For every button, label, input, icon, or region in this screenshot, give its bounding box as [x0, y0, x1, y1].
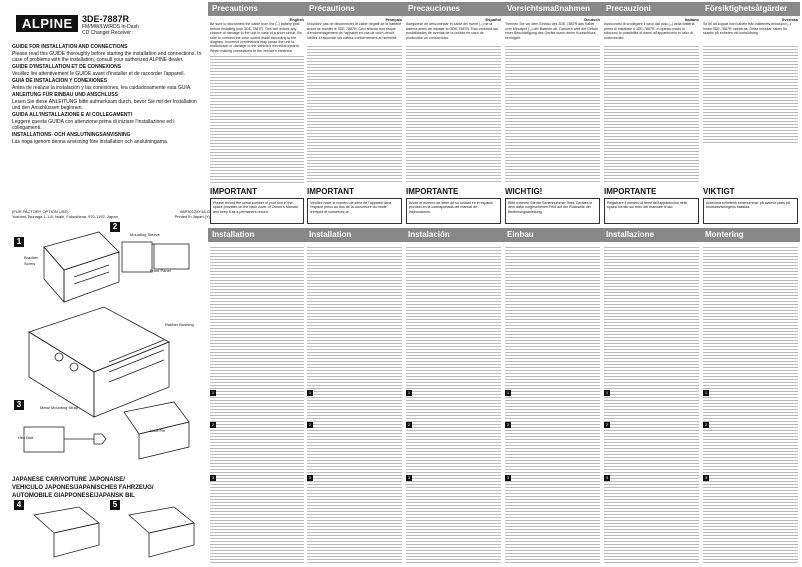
label-rubber-bushing: Rubber Bushing — [165, 322, 194, 327]
precautions-it-column: Italiano Assicurarsi di scollegare il cavo dal polo (–) della batteria prima di installare il 3DE-7887R. In questo modo si riducono le possibilità di danni all'apparecchio in caso di cortocircuito. — [604, 17, 699, 40]
hex-bolt-drawing — [24, 427, 106, 452]
label-bracket: Bracket — [24, 255, 38, 260]
manufacturer-address: (FUR FACTORY OPTION USE) Yoshimi-Tsunaga 1-1-8, Iwaki, Fukushima, 970-1192, Japan — [12, 209, 118, 219]
precautions-en-column: English Be sure to disconnect the cable from the (–) battery post before installing your 3DE-7887R. This will reduce any chance of damage to the unit in case of a short-circuit. Be sure to connect the color coded leads according to the diagram. Incorrect connections may cause the unit to malfunction or damage to the vehicle's electrical system. When making connections to the vehicle's electrical — [210, 17, 304, 53]
installation-diagram — [14, 222, 204, 472]
japanese-car-diagram — [24, 505, 204, 563]
step-marker-de-1: 1 — [506, 390, 510, 395]
guide-text-es: Antes de realizar la instalación y las conexiones, lea cuidadosamente esta GUIA. — [12, 85, 192, 91]
product-subtitle: FM/MW/LW/RDS In-Dash CD Changer Receiver — [82, 24, 139, 36]
important-sv-box: Anteckna enhetens serienummer på avsedd plats på bruksanvisningens baksida. — [703, 198, 798, 224]
important-es-title: IMPORTANTE — [406, 187, 459, 196]
precautions-en-body — [210, 54, 304, 184]
step-marker-es-3: 3 — [407, 475, 411, 480]
important-es-box: Anote el número de serie de su unidad en el espacio provisto en la contraportada del manual de instrucciones. — [406, 198, 501, 224]
step-marker-es-2: 2 — [407, 422, 411, 427]
label-metal-strap: Metal Mounting Strap — [40, 405, 79, 410]
step-marker-de-2: 2 — [506, 422, 510, 427]
step-marker-fr-3: 3 — [308, 475, 312, 480]
guide-text-it: Leggere questa GUIDA con attenzione prima di iniziare l'installazione ed i collegamenti. — [12, 119, 175, 131]
guide-title-sv: INSTALLATIONS- OCH ANSLUTNINGSANVISNING — [12, 132, 131, 138]
step-marker-sv-2: 2 — [704, 422, 708, 427]
precautions-de-body — [505, 44, 600, 184]
step-marker-it-2: 2 — [605, 422, 609, 427]
precautions-fr-body — [307, 44, 402, 184]
step-marker-en-2: 2 — [211, 422, 215, 427]
guide-text-de: Lesen Sie diese ANLEITUNG bitte aufmerksam durch, bevor Sie mit der Installation und den Anschlüssen beginnen. — [12, 99, 197, 111]
head-unit-drawing — [44, 232, 119, 302]
step-number-1: 1 — [14, 237, 24, 247]
step-marker-sv-1: 1 — [704, 390, 708, 395]
precautions-it-body — [604, 44, 699, 184]
label-front-panel: Front Panel — [150, 268, 171, 273]
step-marker-fr-1: 1 — [308, 390, 312, 395]
step-number-5: 5 — [110, 500, 120, 510]
step-marker-de-3: 3 — [506, 475, 510, 480]
installation-sv-body — [703, 245, 798, 563]
guide-intro — [12, 44, 204, 146]
important-fr-title: IMPORTANT — [307, 187, 354, 196]
section-precautions-fr: Précautions — [305, 2, 404, 16]
section-installation-en: Installation — [208, 228, 305, 242]
important-sv-title: VIKTIGT — [703, 187, 735, 196]
model-number: 3DE-7887R — [82, 14, 130, 24]
step-number-2: 2 — [110, 222, 120, 232]
important-it-box: Registrare il numero di serie dell'apparecchio nello spazio fornito sul retro del manuale d'uso. — [604, 198, 699, 224]
alpine-logo: ALPINE — [16, 15, 78, 32]
step-marker-en-3: 3 — [211, 475, 215, 480]
guide-text-fr: Veuillez lire attentivement le GUIDE avant d'installer et de raccorder l'appareil. — [12, 71, 185, 77]
section-installation-es: Instalación — [404, 228, 503, 242]
japanese-car-title: JAPANESE CAR/VOITURE JAPONAISE/ VEHICULO JAPONES/JAPANISCHES FAHRZEUG/ AUTOMOBILE GIAPPONESE/JAPANSK BIL — [12, 477, 154, 499]
step-marker-fr-2: 2 — [308, 422, 312, 427]
step-marker-it-3: 3 — [605, 475, 609, 480]
step-marker-sv-3: 3 — [704, 475, 708, 480]
section-precautions-it: Precauzioni — [602, 2, 701, 16]
important-it-title: IMPORTANTE — [604, 187, 657, 196]
guide-text-en: Please read this GUIDE thoroughly before starting the installation and connections. In case of problems with the installation, consult your authorized ALPINE dealer. — [12, 51, 202, 63]
step-marker-es-1: 1 — [407, 390, 411, 395]
important-en-title: IMPORTANT — [210, 187, 257, 196]
label-screw: Screw — [24, 261, 36, 266]
section-installation-de: Einbau — [503, 228, 602, 242]
precautions-es-body — [406, 44, 501, 184]
guide-title-it: GUIDA ALL'INSTALLAZIONE E AI COLLEGAMENTI — [12, 112, 132, 118]
guide-title-de: ANLEITUNG FÜR EINBAU UND ANSCHLUSS — [12, 92, 118, 98]
section-precautions-en: Precautions — [208, 2, 305, 16]
guide-title-fr: GUIDE D'INSTALLATION ET DE CONNEXIONS — [12, 64, 122, 70]
section-precautions-sv: Försiktighetsåtgärder — [701, 2, 800, 16]
dashboard-mounting-drawing — [29, 307, 169, 417]
step-marker-it-1: 1 — [605, 390, 609, 395]
precautions-fr-column: Français N'oubliez pas de déconnecter le câble négatif de la batterie avant de monter le 3DE-7887R. Ceci réduira tout risque d'endommagement de l'appareil en cas de court-circuit. Veillez à raccorder les câbles conformément au schéma. — [307, 17, 402, 40]
step-number-3: 3 — [14, 400, 24, 410]
section-installation-it: Installazione — [602, 228, 701, 242]
guide-title-es: GUIA DE INSTALACION Y CONEXIONES — [12, 78, 108, 84]
label-mounting-sleeve: Mounting Sleeve — [130, 232, 160, 237]
guide-title-en: GUIDE FOR INSTALLATION AND CONNECTIONS — [12, 44, 128, 50]
section-precautions-es: Precauciones — [404, 2, 503, 16]
section-precautions-de: Vorsichtsmaßnahmen — [503, 2, 602, 16]
label-hex-bolt: Hex Bolt — [18, 435, 34, 440]
precautions-de-column: Deutsch Trennen Sie vor dem Einbau des 3DE-7887R das Kabel vom Minuspol (–) der Batterie ab. Dadurch wird die Gefahr einer Beschädigung des Geräts durch einen Kurzschluss verringert. — [505, 17, 600, 40]
section-installation-fr: Installation — [305, 228, 404, 242]
installation-it-body — [604, 245, 699, 563]
guide-text-sv: Läs noga igenom denna anvisning före installation och anslutningarna. — [12, 139, 169, 145]
step-number-4: 4 — [14, 500, 24, 510]
installation-de-body — [505, 245, 600, 563]
label-lock-pin: Lock Pin — [150, 428, 166, 433]
print-code: 68P30125Y48-O Printed in Japan (Y) — [174, 209, 210, 219]
installation-en-body — [210, 245, 304, 563]
precautions-es-column: Español Asegúrese de desconectar el cable del borne (–) de la batería antes de instalar su 3DE-7887R. Esto reducirá las posibilidades de averías de la unidad en caso de producirse un cortocircuito. — [406, 17, 501, 40]
important-en-box: Please record the serial number of your unit in the space provided on the back cover of Owner's Manual and keep it as a permanent record. — [210, 198, 304, 224]
important-fr-box: Veuillez noter le numéro de série de l'appareil dans l'espace prévu au dos de la couverture du mode d'emploi et conservez-le. — [307, 198, 402, 224]
important-de-box: Bitte notieren Sie die Seriennummer Ihres Gerätes in dem dafür vorgesehenen Feld auf der Rückseite der Bedienungsanleitung. — [505, 198, 600, 224]
section-installation-sv: Montering — [701, 228, 800, 242]
installation-fr-body — [307, 245, 402, 563]
step-marker-en-1: 1 — [211, 390, 215, 395]
important-de-title: WICHTIG! — [505, 187, 543, 196]
precautions-sv-body — [703, 44, 798, 144]
installation-es-body — [406, 245, 501, 563]
precautions-sv-column: Svenska Se till att koppla bort kabeln från batteriets minuspol (–) innan 3DE-7887R monteras. Detta minskar risken för skador på enheten vid kortslutning. — [703, 17, 798, 36]
